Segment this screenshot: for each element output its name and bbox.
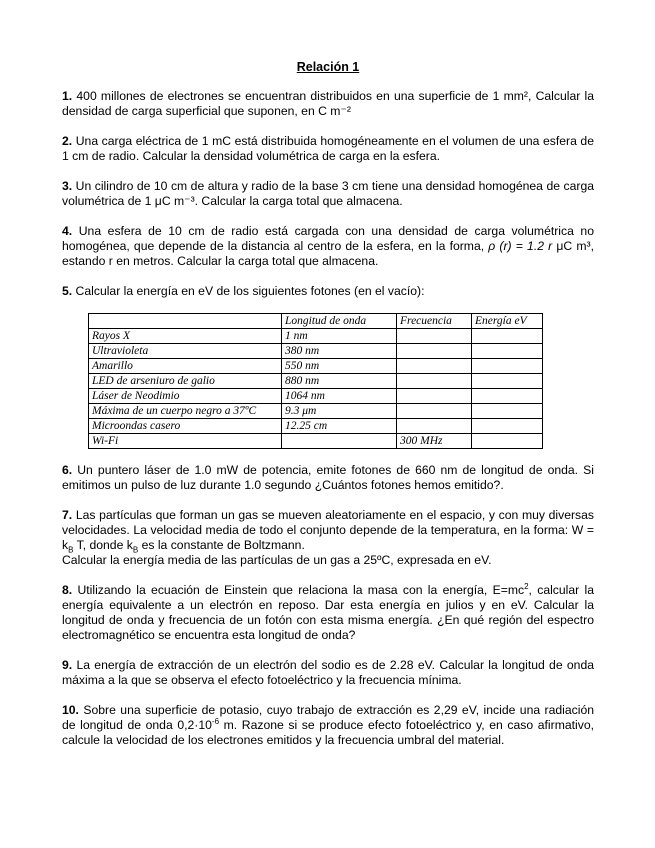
table-cell: Microondas casero	[89, 419, 282, 434]
problem-1	[62, 89, 594, 119]
problem-5	[62, 284, 594, 299]
problem-number: 9.	[62, 658, 73, 672]
superscript: 2	[524, 581, 529, 591]
table-cell	[397, 374, 472, 389]
superscript: -6	[211, 716, 220, 726]
photon-table	[88, 313, 543, 449]
problem-text: Utilizando la ecuación de Einstein que relaciona la masa con la energía, E=mc	[72, 583, 525, 597]
table-cell	[472, 329, 543, 344]
table-cell	[282, 434, 397, 449]
problem-number: 3.	[62, 179, 73, 193]
table-row	[89, 419, 543, 434]
header-cell: Longitud de onda	[282, 314, 397, 329]
problem-text: Una esfera de 10 cm de radio está cargada con una densidad de carga volumétrica no homogénea, que depende de la distancia al centro de la esfera, en la forma,	[62, 224, 594, 253]
problem-6	[62, 463, 594, 493]
problem-text: Una carga eléctrica de 1 mC está distribuida homogéneamente en el volumen de una esfera de 1 cm de radio. Calcular la densidad volumétrica de carga en la esfera.	[62, 134, 594, 163]
table-cell: 12.25 cm	[282, 419, 397, 434]
table-header-row	[89, 314, 543, 329]
table-cell	[397, 344, 472, 359]
table-cell: 9.3 μm	[282, 404, 397, 419]
subscript: B	[132, 545, 139, 555]
problem-number: 7.	[62, 508, 73, 522]
problem-number: 1.	[62, 89, 73, 103]
problem-text: La energía de extracción de un electrón del sodio es de 2.28 eV. Calcular la longitud de onda máxima a la que se observa el efecto fotoeléctrico y la frecuencia mínima.	[62, 658, 594, 687]
problem-text-cont: es la constante de Boltzmann.	[138, 538, 305, 552]
table-cell	[472, 434, 543, 449]
table-cell: 1064 nm	[282, 389, 397, 404]
table-cell	[472, 389, 543, 404]
problem-text: Las partículas que forman un gas se mueven aleatoriamente en el espacio, y con muy diversas velocidades. La velocidad media de todo el conjunto depende de la temperatura, en la forma: W = k	[62, 508, 594, 552]
problem-number: 10.	[62, 703, 79, 717]
header-cell: Energía eV	[472, 314, 543, 329]
table-cell	[472, 359, 543, 374]
problem-text-line2: Calcular la energía media de las partículas de un gas a 25ºC, expresada en eV.	[62, 553, 492, 567]
table-cell: 1 nm	[282, 329, 397, 344]
problem-7	[62, 508, 594, 568]
problem-9	[62, 658, 594, 688]
problem-text: Un cilindro de 10 cm de altura y radio de la base 3 cm tiene una densidad homogénea de carga volumétrica de 1 μC m⁻³. Calcular la carga total que almacena.	[62, 179, 594, 208]
table-cell: Rayos X	[89, 329, 282, 344]
header-cell	[89, 314, 282, 329]
table-cell	[397, 419, 472, 434]
table-row	[89, 389, 543, 404]
table-cell	[472, 404, 543, 419]
problem-number: 8.	[62, 583, 73, 597]
table-cell: 300 MHz	[397, 434, 472, 449]
problem-text: 400 millones de electrones se encuentran distribuidos en una superficie de 1 mm², Calcular la densidad de carga superficial que suponen, en C m⁻²	[62, 89, 594, 118]
problem-10	[62, 703, 594, 748]
problem-text: Un puntero láser de 1.0 mW de potencia, emite fotones de 660 nm de longitud de onda. Si emitimos un pulso de luz durante 1.0 segundo ¿Cuántos fotones hemos emitido?.	[62, 463, 594, 492]
problem-number: 2.	[62, 134, 73, 148]
document-title: Relación 1	[296, 60, 360, 74]
problem-8	[62, 583, 594, 643]
problem-number: 5.	[62, 284, 73, 298]
table-cell: Láser de Neodimio	[89, 389, 282, 404]
table-row	[89, 404, 543, 419]
table-cell	[472, 374, 543, 389]
table-cell: 550 nm	[282, 359, 397, 374]
subscript: B	[68, 545, 74, 555]
table-cell: Amarillo	[89, 359, 282, 374]
table-cell: Wi-Fi	[89, 434, 282, 449]
table-row	[89, 344, 543, 359]
problem-text: Sobre una superficie de potasio, cuyo trabajo de extracción es 2,29 eV, incide una radiación de longitud de onda 0,2·10	[62, 703, 594, 732]
density-formula: ρ (r) = 1.2 r	[488, 239, 553, 253]
table-row	[89, 374, 543, 389]
problem-2	[62, 134, 594, 164]
table-cell: LED de arseniuro de galio	[89, 374, 282, 389]
problem-text-cont: μC m³, estando r en metros. Calcular la carga total que almacena.	[62, 239, 594, 268]
problem-4	[62, 224, 594, 269]
problem-text-cont: T, donde k	[73, 538, 133, 552]
problem-text: Calcular la energía en eV de los siguientes fotones (en el vacío):	[72, 284, 425, 298]
table-cell: Ultravioleta	[89, 344, 282, 359]
problem-3	[62, 179, 594, 209]
table-cell	[397, 359, 472, 374]
table-cell	[397, 329, 472, 344]
problem-text-cont: , calcular la energía equivalente a un electrón en reposo. Dar esta energía en julios y en eV. Calcular la longitud de onda y frecuencia de un fotón con esta misma energía. ¿En qué región del espectro electromagnético se encuentra esta longitud de onda?	[62, 583, 594, 642]
table-cell	[472, 344, 543, 359]
table-row	[89, 329, 543, 344]
table-row	[89, 434, 543, 449]
document-page	[62, 60, 594, 763]
header-cell: Frecuencia	[397, 314, 472, 329]
problem-number: 6.	[62, 463, 73, 477]
problem-number: 4.	[62, 224, 73, 238]
table-cell: 880 nm	[282, 374, 397, 389]
problem-text-cont: m. Razone si se produce efecto fotoeléctrico y, en caso afirmativo, calcule la velocidad de los electrones emitidos y la frecuencia umbral del material.	[62, 718, 594, 747]
table-cell	[397, 389, 472, 404]
table-row	[89, 359, 543, 374]
table-cell: Máxima de un cuerpo negro a 37ºC	[89, 404, 282, 419]
table-cell	[472, 419, 543, 434]
table-cell: 380 nm	[282, 344, 397, 359]
table-cell	[397, 404, 472, 419]
